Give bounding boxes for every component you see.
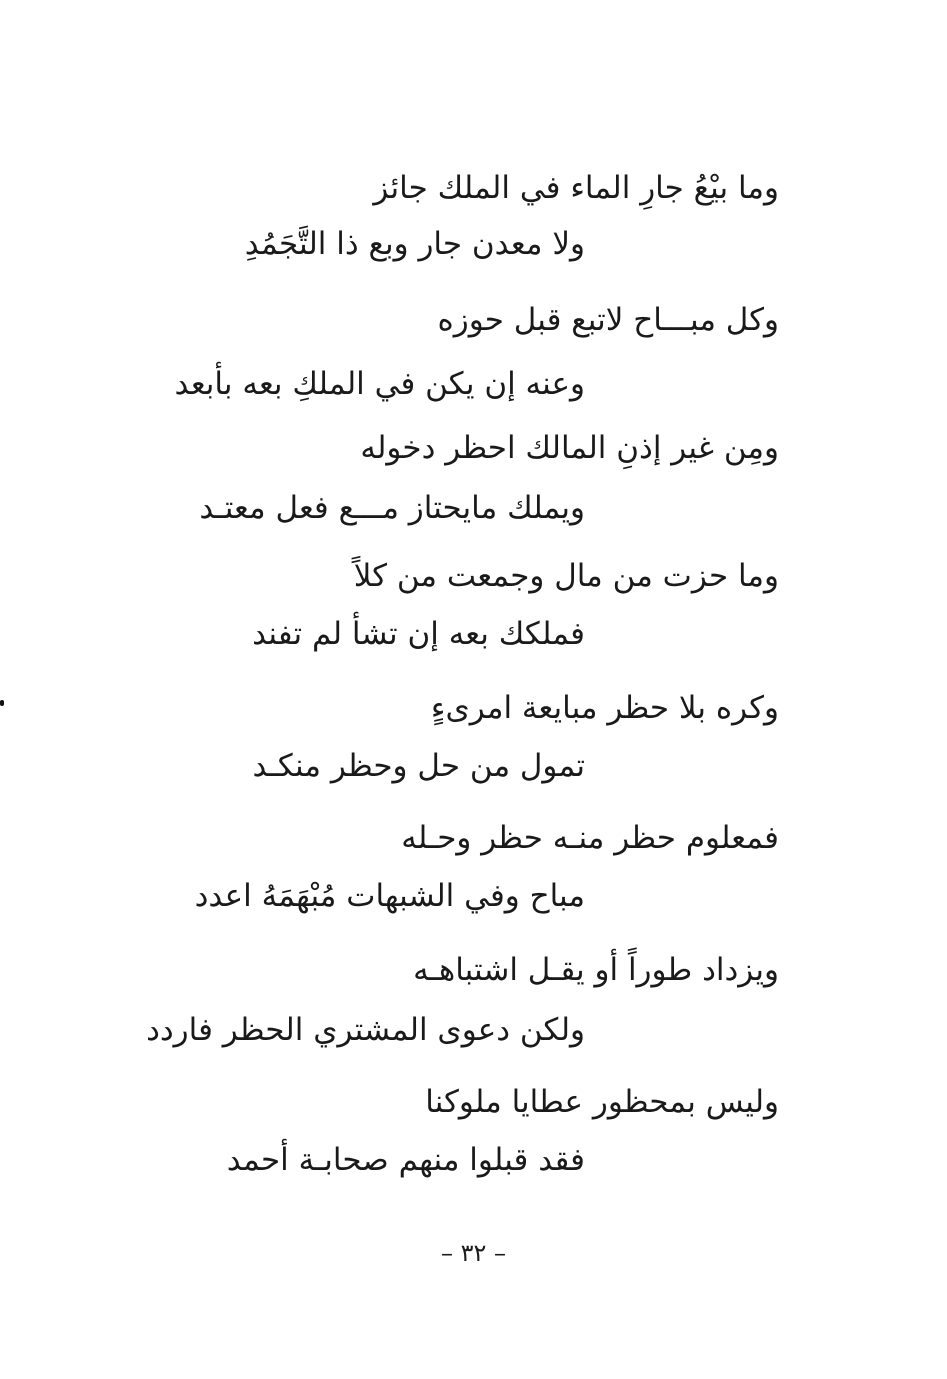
- verse-6-second-hemistich: مباح وفي الشبهات مُبْهَمَهُ اعدد: [194, 878, 585, 914]
- verse-8-second-hemistich: فقد قبلوا منهم صحابـة أحمد: [226, 1142, 585, 1178]
- verse-8-first-hemistich: وليس بمحظور عطايا ملوكنا: [425, 1084, 779, 1120]
- verse-4-first-hemistich: وما حزت من مال وجمعت من كلاً: [353, 558, 779, 594]
- verse-5-first-hemistich: وكره بلا حظر مبايعة امرىءٍ: [430, 690, 779, 726]
- verse-2-first-hemistich: وكل مبـــاح لاتبع قبل حوزه: [437, 302, 779, 338]
- verse-7-second-hemistich: ولكن دعوى المشتري الحظر فاردد: [146, 1012, 585, 1048]
- verse-1-second-hemistich: ولا معدن جار وبع ذا التَّجَمُدِ: [244, 226, 585, 262]
- verse-5-second-hemistich: تمول من حل وحظر منكـد: [252, 748, 585, 784]
- verse-1-first-hemistich: وما بيْعُ جارِ الماء في الملك جائز: [373, 170, 779, 206]
- scan-edge-mark: [0, 700, 4, 706]
- verse-3-second-hemistich: ويملك مايحتاز مـــع فعل معتـد: [199, 490, 585, 526]
- verse-4-second-hemistich: فملكك بعه إن تشأ لم تفند: [252, 616, 585, 652]
- verse-2-second-hemistich: وعنه إن يكن في الملكِ بعه بأبعد: [174, 366, 585, 402]
- page-number: – ٣٢ –: [440, 1239, 507, 1267]
- verse-3-first-hemistich: ومِن غير إذنِ المالك احظر دخوله: [360, 430, 779, 466]
- verse-7-first-hemistich: ويزداد طوراً أو يقـل اشتباهـه: [413, 952, 779, 988]
- verse-6-first-hemistich: فمعلوم حظر منـه حظر وحـله: [401, 820, 779, 856]
